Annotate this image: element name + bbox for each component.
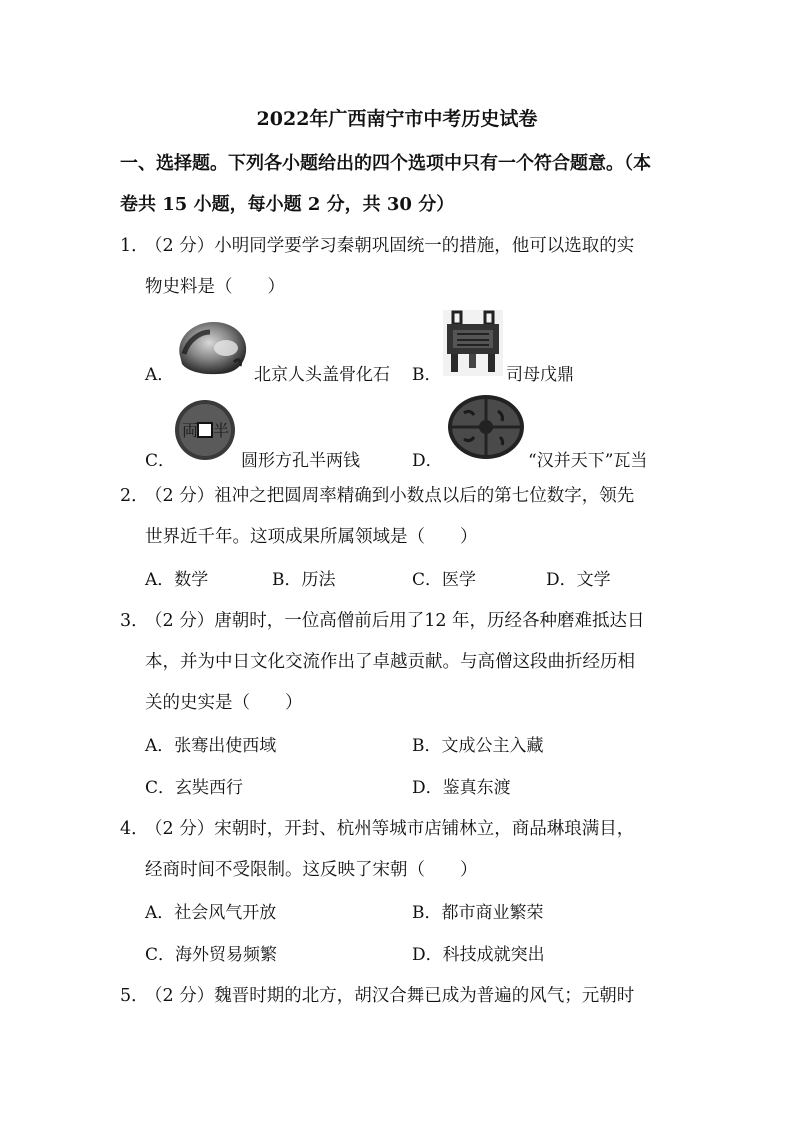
question-number: 5． bbox=[120, 986, 149, 1006]
option-text: 鉴真东渡 bbox=[442, 778, 511, 798]
option-label: B． bbox=[412, 903, 442, 923]
question-stem-line: （2 分）唐朝时，一位高僧前后用了12 年，历经各种磨难抵达日 bbox=[145, 611, 645, 631]
option-label-a: A． bbox=[145, 365, 175, 385]
option-a bbox=[145, 565, 208, 590]
option-label: A． bbox=[145, 903, 175, 923]
option-text: 玄奘西行 bbox=[175, 778, 244, 798]
option-label: D． bbox=[412, 778, 443, 798]
option-a bbox=[145, 731, 276, 756]
svg-text:半: 半 bbox=[213, 423, 230, 440]
option-d bbox=[412, 940, 545, 965]
option-text-b: 司母戊鼎 bbox=[506, 365, 574, 385]
question-stem-line: 经商时间不受限制。这反映了宋朝（ ） bbox=[145, 860, 478, 880]
option-label-c: C． bbox=[145, 451, 176, 471]
option-c bbox=[412, 565, 476, 590]
question-stem-line: （2 分）祖冲之把圆周率精确到小数点以后的第七位数字，领先 bbox=[145, 486, 635, 506]
option-label-d: D． bbox=[412, 451, 443, 471]
question-stem-line: 本，并为中日文化交流作出了卓越贡献。与高僧这段曲折经历相 bbox=[145, 652, 635, 672]
option-text: 文学 bbox=[576, 570, 611, 590]
option-text: 数学 bbox=[174, 570, 209, 590]
option-text-c: 圆形方孔半两钱 bbox=[241, 451, 360, 471]
option-label: D． bbox=[546, 570, 577, 590]
option-b bbox=[412, 731, 544, 756]
question-stem-line: 物史料是（ ） bbox=[145, 277, 285, 297]
option-text: 社会风气开放 bbox=[174, 903, 277, 923]
option-text: 历法 bbox=[301, 570, 336, 590]
option-text: 医学 bbox=[442, 570, 477, 590]
bronze-ding-image bbox=[443, 310, 503, 376]
option-text: 张骞出使西域 bbox=[174, 736, 277, 756]
option-c bbox=[145, 773, 243, 798]
svg-text:両: 両 bbox=[182, 423, 199, 440]
option-text: 海外贸易频繁 bbox=[175, 945, 278, 965]
option-text: 文成公主入藏 bbox=[441, 736, 544, 756]
section-instructions-line2: 卷共 15 小题，每小题 2 分，共 30 分） bbox=[120, 194, 455, 215]
option-a bbox=[145, 898, 276, 923]
option-d bbox=[546, 565, 611, 590]
option-label: A． bbox=[145, 570, 175, 590]
question-stem-line: 世界近千年。这项成果所属领域是（ ） bbox=[145, 527, 478, 547]
skull-fossil-image bbox=[174, 318, 250, 378]
option-text: 都市商业繁荣 bbox=[441, 903, 544, 923]
option-b bbox=[272, 565, 336, 590]
option-label-b: B． bbox=[412, 365, 442, 385]
question-number: 4． bbox=[120, 819, 149, 839]
option-label: D． bbox=[412, 945, 443, 965]
roof-tile-end-image bbox=[446, 393, 526, 461]
question-stem-line: 关的史实是（ ） bbox=[145, 693, 303, 713]
question-number: 1． bbox=[120, 236, 149, 256]
option-label: B． bbox=[272, 570, 302, 590]
option-label: C． bbox=[145, 778, 176, 798]
section-instructions-line1: 一、选择题。下列各小题给出的四个选项中只有一个符合题意。（本 bbox=[120, 153, 651, 174]
question-number: 2． bbox=[120, 486, 149, 506]
option-b bbox=[412, 898, 544, 923]
option-label: A． bbox=[145, 736, 175, 756]
option-text: 科技成就突出 bbox=[442, 945, 545, 965]
option-label: B． bbox=[412, 736, 442, 756]
question-stem-line: （2 分）小明同学要学习秦朝巩固统一的措施，他可以选取的实 bbox=[145, 236, 635, 256]
option-label: C． bbox=[412, 570, 443, 590]
option-c bbox=[145, 940, 277, 965]
banliang-coin-image bbox=[173, 398, 237, 462]
question-stem-line: （2 分）宋朝时，开封、杭州等城市店铺林立，商品琳琅满目， bbox=[145, 819, 635, 839]
option-text-d: “汉并天下”瓦当 bbox=[528, 451, 648, 471]
question-number: 3． bbox=[120, 611, 149, 631]
page-title: 2022年广西南宁市中考历史试卷 bbox=[256, 108, 538, 130]
question-stem-line: （2 分）魏晋时期的北方，胡汉合舞已成为普遍的风气；元朝时 bbox=[145, 986, 635, 1006]
option-d bbox=[412, 773, 511, 798]
option-text-a: 北京人头盖骨化石 bbox=[254, 365, 390, 385]
option-label: C． bbox=[145, 945, 176, 965]
